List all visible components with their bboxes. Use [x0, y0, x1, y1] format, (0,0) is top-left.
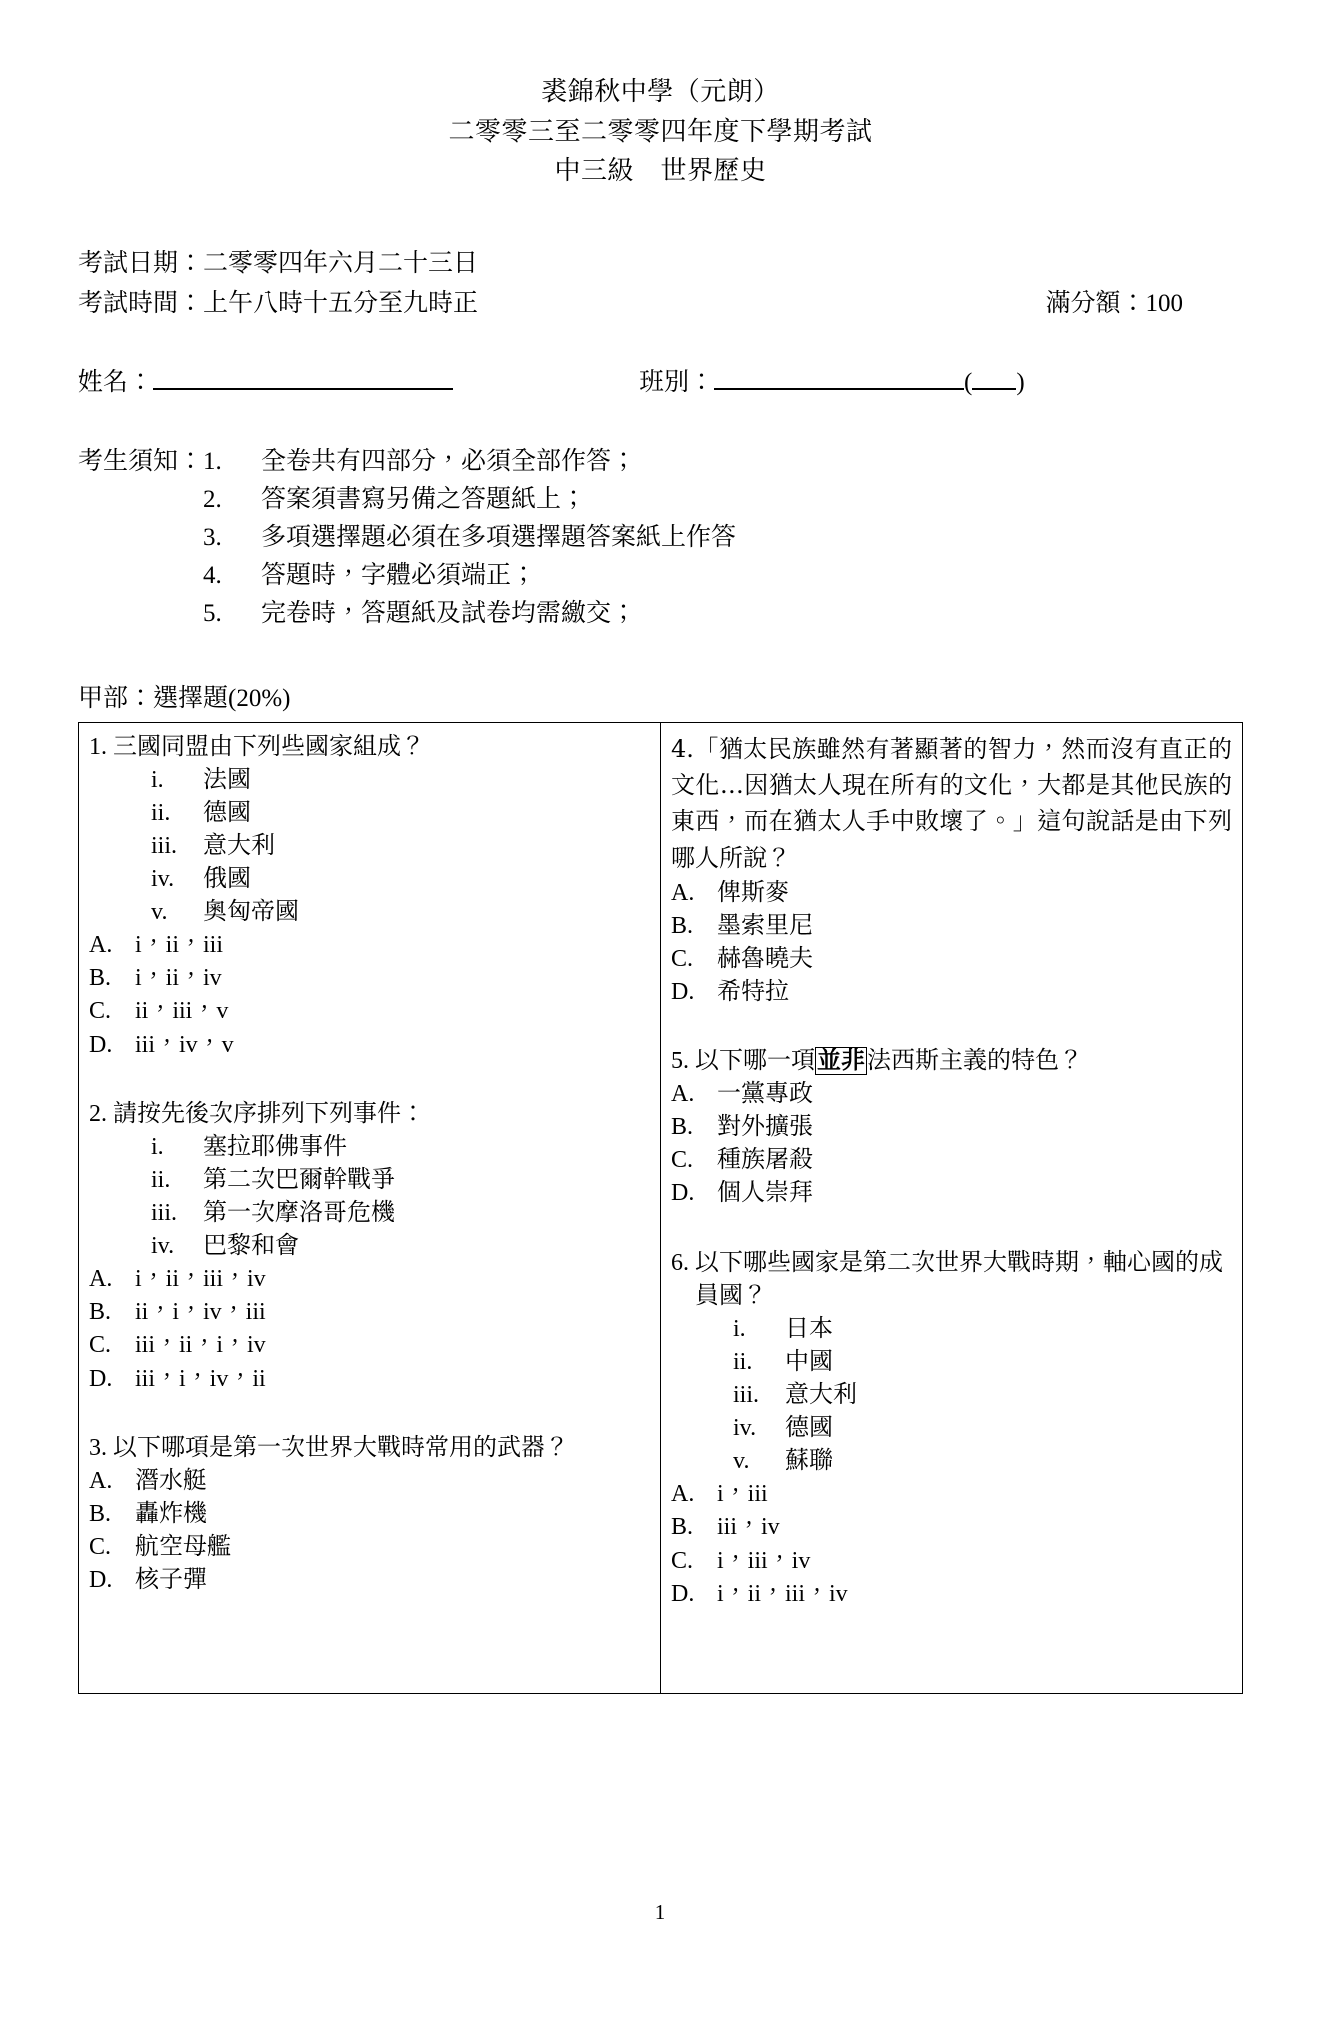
option-label: A. [89, 1266, 113, 1293]
roman-text: 巴黎和會 [203, 1233, 299, 1260]
option-text: 赫魯曉夫 [717, 945, 813, 972]
option-d[interactable] [89, 1564, 650, 1597]
roman-label: iv. [151, 1233, 175, 1260]
document-header [78, 0, 1243, 191]
roman-label: iii. [733, 1381, 760, 1408]
roman-item [89, 896, 650, 929]
option-b[interactable] [89, 962, 650, 995]
option-label: B. [89, 965, 112, 992]
roman-label: iii. [151, 1199, 178, 1226]
instruction-number: 2. [203, 485, 222, 513]
question-6-stem [671, 1247, 1232, 1313]
option-text: i，ii，iii，iv [717, 1580, 848, 1607]
roman-item [89, 1230, 650, 1263]
option-b[interactable] [671, 1111, 1232, 1144]
roman-item [89, 797, 650, 830]
roman-item [89, 863, 650, 896]
option-text: 一黨專政 [717, 1081, 813, 1108]
roman-label: i. [733, 1315, 746, 1342]
roman-label: ii. [733, 1348, 753, 1375]
instruction-item [203, 595, 736, 633]
exam-title: 二零零三至二零零四年度下學期考試 [448, 116, 873, 146]
name-label: 姓名： [78, 368, 154, 396]
roman-label: v. [733, 1448, 750, 1475]
exam-time: 考試時間：上午八時十五分至九時正 [78, 290, 479, 318]
question-5-text-before: 以下哪一項 [695, 1047, 815, 1074]
exam-meta [78, 244, 1243, 325]
option-a[interactable] [671, 877, 1232, 910]
option-d[interactable] [671, 1578, 1232, 1611]
question-1 [89, 731, 650, 1062]
questions-column-right [661, 722, 1243, 1694]
instruction-number: 4. [203, 561, 222, 589]
instruction-text: 答案須書寫另備之答題紙上； [261, 485, 587, 513]
option-c[interactable] [671, 943, 1232, 976]
option-label: C. [671, 1547, 694, 1574]
question-3 [89, 1432, 650, 1598]
question-4 [671, 731, 1232, 1009]
option-text: i，ii，iii，iv [135, 1266, 266, 1293]
option-c[interactable] [89, 995, 650, 1028]
option-text: 核子彈 [135, 1567, 207, 1594]
roman-text: 第一次摩洛哥危機 [203, 1199, 395, 1226]
option-label: B. [671, 1514, 694, 1541]
roman-text: 俄國 [203, 865, 251, 892]
question-1-text: 三國同盟由下列些國家組成？ [113, 733, 425, 760]
option-c[interactable] [671, 1144, 1232, 1177]
roman-label: iv. [733, 1415, 757, 1442]
roman-item [671, 1412, 1232, 1445]
option-label: C. [89, 1533, 112, 1560]
option-label: B. [89, 1299, 112, 1326]
exam-date: 考試日期：二零零四年六月二十三日 [78, 249, 479, 277]
name-input-line[interactable] [153, 364, 453, 390]
question-2 [89, 1098, 650, 1396]
instruction-text: 多項選擇題必須在多項選擇題答案紙上作答 [261, 523, 737, 551]
instruction-number: 5. [203, 599, 222, 627]
option-c[interactable] [89, 1329, 650, 1362]
option-label: A. [671, 879, 695, 906]
question-5-number: 5. [671, 1047, 689, 1074]
option-text: iii，i，iv，ii [135, 1365, 266, 1392]
option-a[interactable] [671, 1478, 1232, 1511]
question-4-prompt: 這句說話是由下列哪人所說？ [671, 808, 1233, 872]
identity-row [78, 362, 1243, 398]
option-b[interactable] [671, 910, 1232, 943]
roman-item [671, 1445, 1232, 1478]
option-text: 個人崇拜 [717, 1180, 813, 1207]
question-6-number: 6. [671, 1249, 689, 1276]
option-b[interactable] [89, 1498, 650, 1531]
question-3-number: 3. [89, 1434, 107, 1461]
option-label: D. [89, 1567, 113, 1594]
section-a-title: 甲部：選擇題(20%) [78, 684, 291, 712]
full-marks: 滿分額：100 [1045, 290, 1183, 318]
question-5-options [671, 1078, 1232, 1210]
question-6 [671, 1247, 1232, 1611]
roman-text: 法國 [203, 766, 251, 793]
roman-item [671, 1346, 1232, 1379]
option-text: 希特拉 [717, 978, 789, 1005]
class-number-line[interactable] [972, 364, 1016, 390]
option-b[interactable] [671, 1511, 1232, 1544]
option-d[interactable] [89, 1029, 650, 1062]
option-text: 潛水艇 [135, 1467, 207, 1494]
instruction-number: 1. [203, 447, 222, 475]
name-field[interactable] [78, 362, 453, 398]
option-label: A. [89, 1467, 113, 1494]
instruction-text: 全卷共有四部分，必須全部作答； [261, 447, 637, 475]
question-6-text: 以下哪些國家是第二次世界大戰時期，軸心國的成員國？ [695, 1249, 1223, 1309]
instructions-label: 考生須知： [78, 447, 204, 475]
option-a[interactable] [671, 1078, 1232, 1111]
option-text: ii，i，iv，iii [135, 1299, 266, 1326]
question-2-roman-list [89, 1131, 650, 1263]
roman-item [89, 1131, 650, 1164]
option-label: C. [89, 1332, 112, 1359]
question-4-number: 4. [671, 734, 694, 763]
option-label: C. [671, 945, 694, 972]
question-5-negation-emphasis: 並非 [817, 1047, 865, 1074]
question-1-stem [89, 731, 650, 764]
page-number: 1 [654, 1900, 666, 1924]
page-content [78, 0, 1243, 1694]
option-text: i，ii，iv [135, 965, 222, 992]
roman-label: i. [151, 1133, 164, 1160]
roman-text: 蘇聯 [785, 1448, 833, 1475]
roman-label: ii. [151, 799, 171, 826]
roman-text: 德國 [203, 799, 251, 826]
option-text: ii，iii，v [135, 998, 229, 1025]
instruction-text: 答題時，字體必須端正； [261, 561, 537, 589]
class-label: 班別： [639, 368, 715, 396]
option-label: B. [671, 1114, 694, 1141]
candidate-instructions [78, 443, 1243, 633]
option-label: B. [671, 912, 694, 939]
option-text: iii，ii，i，iv [135, 1332, 266, 1359]
option-label: D. [89, 1031, 113, 1058]
instruction-text: 完卷時，答題紙及試卷均需繳交； [261, 599, 637, 627]
option-b[interactable] [89, 1296, 650, 1329]
option-text: 俾斯麥 [717, 879, 789, 906]
class-number-paren[interactable]: ( ) [964, 364, 1025, 397]
option-label: D. [671, 1580, 695, 1607]
roman-label: iii. [151, 832, 178, 859]
option-label: B. [89, 1500, 112, 1527]
instructions-head [78, 443, 1243, 633]
instruction-item [203, 557, 736, 595]
roman-item [89, 1164, 650, 1197]
class-input-line[interactable] [714, 364, 964, 390]
option-a[interactable] [89, 1263, 650, 1296]
option-label: D. [671, 978, 695, 1005]
option-text: 墨索里尼 [717, 912, 813, 939]
question-3-options [89, 1465, 650, 1597]
question-2-text: 請按先後次序排列下列事件： [113, 1100, 425, 1127]
option-label: D. [89, 1365, 113, 1392]
roman-label: ii. [151, 1166, 171, 1193]
roman-text: 第二次巴爾幹戰爭 [203, 1166, 395, 1193]
option-label: A. [671, 1081, 695, 1108]
roman-item [89, 1197, 650, 1230]
mc-questions-table [78, 722, 1243, 1695]
column-filler-left [89, 1597, 650, 1683]
roman-text: 日本 [785, 1315, 833, 1342]
question-2-stem [89, 1098, 650, 1131]
option-d[interactable] [89, 1363, 650, 1396]
roman-text: 意大利 [785, 1381, 857, 1408]
instruction-item [203, 519, 736, 557]
question-5 [671, 1045, 1232, 1211]
option-d[interactable] [671, 1177, 1232, 1210]
class-field[interactable] [639, 362, 1025, 398]
roman-item [671, 1379, 1232, 1412]
question-4-stem [671, 731, 1232, 877]
instruction-item [203, 443, 736, 481]
question-2-options [89, 1263, 650, 1395]
exam-time-row [78, 284, 1243, 325]
roman-label: v. [151, 899, 168, 926]
question-4-options [671, 877, 1232, 1009]
roman-text: 中國 [785, 1348, 833, 1375]
roman-label: i. [151, 766, 164, 793]
question-3-stem [89, 1432, 650, 1465]
question-1-options [89, 929, 650, 1061]
roman-text: 德國 [785, 1415, 833, 1442]
roman-text: 奧匈帝國 [203, 899, 299, 926]
option-text: 航空母艦 [135, 1533, 231, 1560]
question-3-text: 以下哪項是第一次世界大戰時常用的武器？ [113, 1434, 569, 1461]
question-2-number: 2. [89, 1100, 107, 1127]
option-text: i，iii [717, 1481, 768, 1508]
option-c[interactable] [671, 1545, 1232, 1578]
school-name: 裘錦秋中學（元朗） [541, 77, 780, 106]
question-4-quotation: 「猶太民族雖然有著顯著的智力，然而沒有直正的文化…因猶太人現在所有的文化，大都是其他民族的東西，而在猶太人手中敗壞了。」 [671, 734, 1232, 835]
roman-text: 意大利 [203, 832, 275, 859]
table-row [79, 722, 1243, 1694]
question-5-text [695, 1045, 1232, 1078]
option-d[interactable] [671, 976, 1232, 1009]
roman-item [89, 764, 650, 797]
roman-text: 塞拉耶佛事件 [203, 1133, 347, 1160]
question-5-stem [671, 1045, 1232, 1078]
option-label: C. [671, 1147, 694, 1174]
option-label: A. [671, 1481, 695, 1508]
option-label: D. [671, 1180, 695, 1207]
option-text: iii，iv [717, 1514, 780, 1541]
instruction-item [203, 481, 736, 519]
question-1-number: 1. [89, 733, 107, 760]
instruction-number: 3. [203, 523, 222, 551]
question-1-roman-list [89, 764, 650, 930]
subject-title: 中三級 世界歷史 [554, 156, 767, 186]
option-a[interactable] [89, 929, 650, 962]
column-filler-right [671, 1611, 1232, 1641]
exam-date-row [78, 244, 1243, 285]
option-text: 轟炸機 [135, 1500, 207, 1527]
roman-label: iv. [151, 865, 175, 892]
question-6-roman-list [671, 1313, 1232, 1479]
questions-column-left [79, 722, 661, 1694]
option-text: iii，iv，v [135, 1031, 234, 1058]
instructions-list [203, 443, 736, 633]
option-a[interactable] [89, 1465, 650, 1498]
option-c[interactable] [89, 1531, 650, 1564]
option-label: C. [89, 998, 112, 1025]
option-text: i，ii，iii [135, 932, 224, 959]
question-5-text-after: 法西斯主義的特色？ [867, 1047, 1083, 1074]
option-text: 對外擴張 [717, 1114, 813, 1141]
option-text: 種族屠殺 [717, 1147, 813, 1174]
roman-item [89, 830, 650, 863]
option-label: A. [89, 932, 113, 959]
roman-item [671, 1313, 1232, 1346]
option-text: i，iii，iv [717, 1547, 811, 1574]
question-6-options [671, 1478, 1232, 1610]
